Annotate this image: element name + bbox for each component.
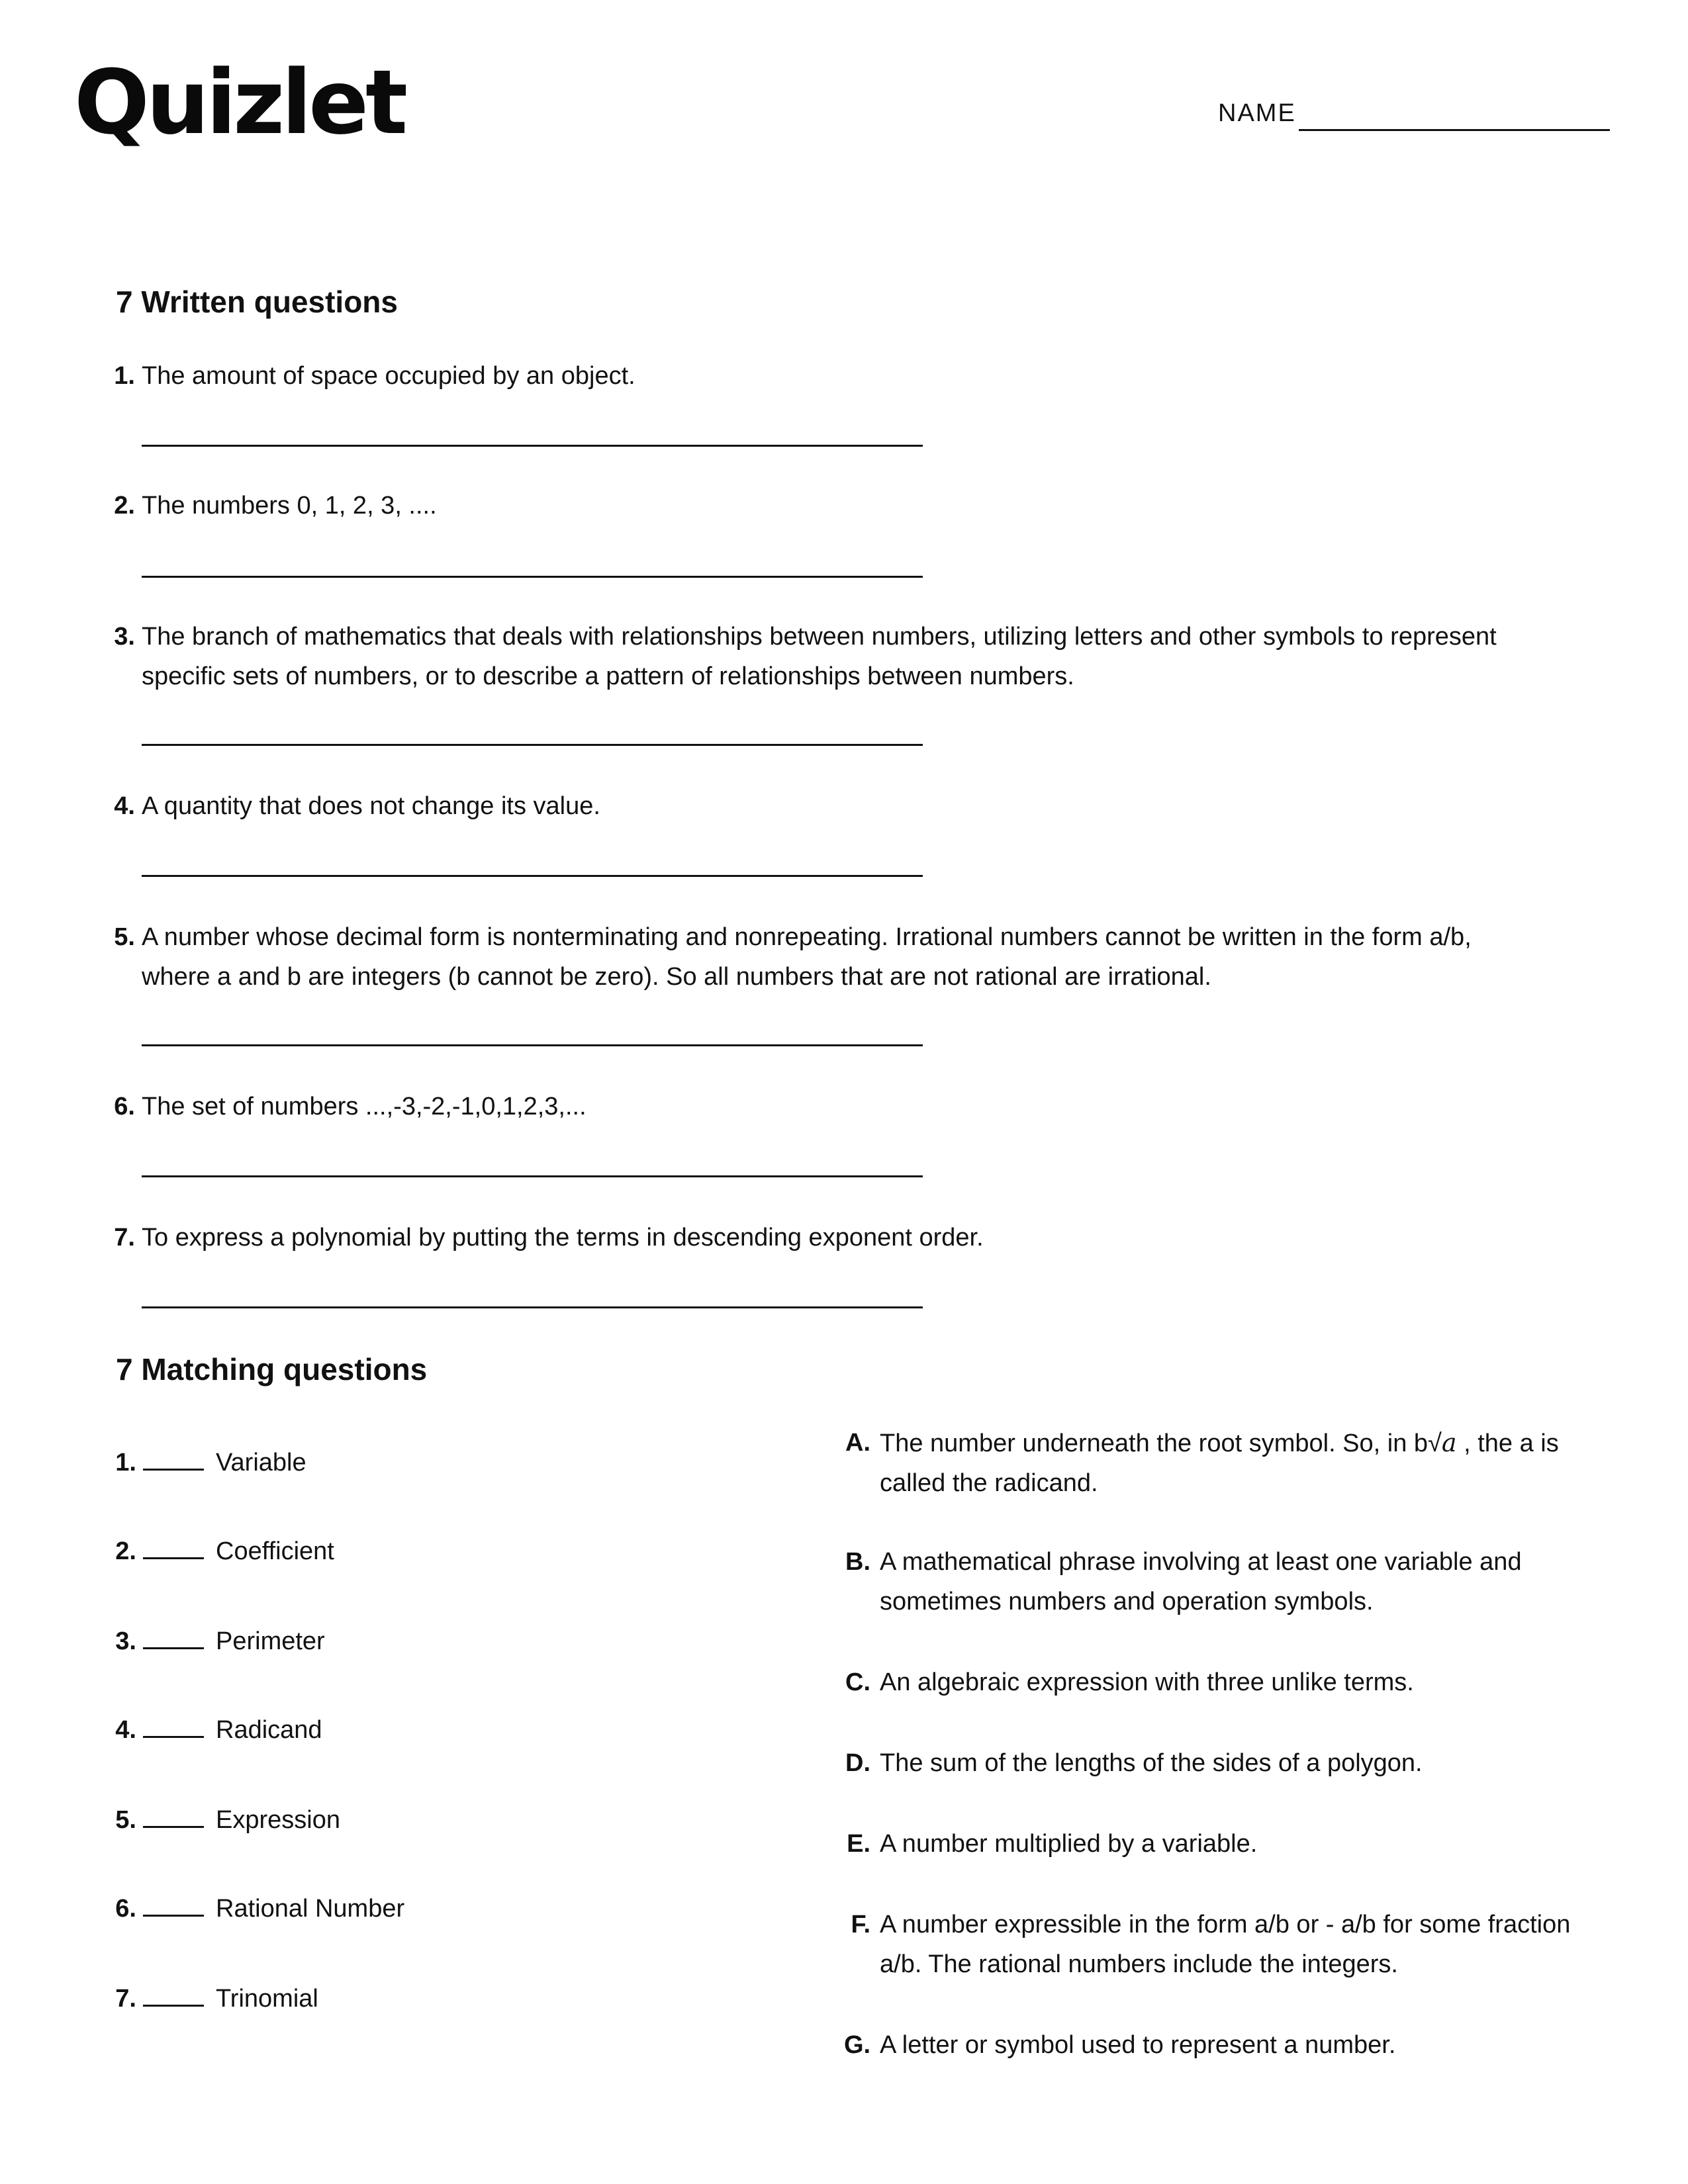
definition-letter: B.: [845, 1548, 870, 1576]
quizlet-logo: Quizlet: [74, 51, 405, 154]
question-text: The numbers 0, 1, 2, 3, ....: [142, 492, 437, 520]
matching-term-row: [114, 1621, 325, 1661]
answer-line[interactable]: [142, 445, 923, 447]
answer-line[interactable]: [142, 1044, 923, 1046]
matching-term-row: [114, 1979, 318, 2019]
definition-text: A letter or symbol used to represent a number.: [880, 2031, 1396, 2059]
term-number: 2.: [115, 1537, 136, 1565]
question-number: 1.: [114, 362, 135, 390]
term-number: 5.: [115, 1806, 136, 1834]
definition-letter: D.: [845, 1749, 870, 1777]
question-text: The branch of mathematics that deals with relationships between numbers, utilizing letters and other symbols to represent specific sets of numbers, or to describe a pattern of relationships between numbers.: [142, 623, 1497, 690]
matching-term-row: [114, 1710, 322, 1750]
question-text: To express a polynomial by putting the terms in descending exponent order.: [142, 1224, 984, 1251]
match-blank[interactable]: [143, 1891, 204, 1917]
definition-text: The sum of the lengths of the sides of a polygon.: [880, 1749, 1423, 1777]
definition-text: An algebraic expression with three unlike terms.: [880, 1668, 1414, 1696]
answer-line[interactable]: [142, 744, 923, 746]
matching-section-title: 7 Matching questions: [116, 1352, 428, 1387]
term-number: 7.: [115, 1985, 136, 2013]
question-number: 3.: [114, 623, 135, 651]
answer-line[interactable]: [142, 1306, 923, 1308]
matching-term-row: [114, 1889, 404, 1929]
question-text: A quantity that does not change its value.: [142, 792, 600, 820]
definition-letter: E.: [847, 1830, 870, 1858]
answer-line[interactable]: [142, 1175, 923, 1177]
definition-letter: G.: [844, 2031, 871, 2059]
definition-text: A number expressible in the form a/b or - a/b for some fraction a/b. The rational numbers include the integers.: [880, 1911, 1571, 1978]
question-number: 2.: [114, 492, 135, 520]
matching-term-row: [114, 1800, 340, 1840]
matching-term-row: [114, 1443, 306, 1482]
match-blank[interactable]: [143, 1981, 204, 2007]
answer-line[interactable]: [142, 875, 923, 877]
question-number: 7.: [114, 1224, 135, 1251]
name-answer-line[interactable]: [1299, 129, 1610, 131]
term-label: Coefficient: [216, 1537, 334, 1565]
question-text: The amount of space occupied by an object.: [142, 362, 635, 390]
definition-text: [880, 1423, 1595, 1503]
name-label: NAME: [1218, 99, 1296, 127]
match-blank[interactable]: [143, 1802, 204, 1828]
question-number: 6.: [114, 1093, 135, 1120]
match-blank[interactable]: [143, 1533, 204, 1559]
definition-text-before: The number underneath the root symbol. So, in b√: [880, 1430, 1442, 1457]
term-label: Expression: [216, 1806, 340, 1834]
term-label: Variable: [216, 1449, 306, 1477]
match-blank[interactable]: [143, 1712, 204, 1738]
term-label: Trinomial: [216, 1985, 318, 2013]
definition-text: A number multiplied by a variable.: [880, 1830, 1258, 1858]
match-blank[interactable]: [143, 1623, 204, 1649]
term-label: Radicand: [216, 1716, 322, 1744]
match-blank[interactable]: [143, 1445, 204, 1471]
definition-text: A mathematical phrase involving at least one variable and sometimes numbers and operation symbols.: [880, 1548, 1522, 1615]
name-field: [1218, 101, 1610, 126]
term-number: 3.: [115, 1627, 136, 1655]
definition-letter: F.: [851, 1911, 870, 1938]
radicand-variable: a: [1441, 1428, 1457, 1457]
definition-text-after: , the a is called the radicand.: [880, 1430, 1559, 1497]
question-text: The set of numbers ...,-3,-2,-1,0,1,2,3,...: [142, 1093, 586, 1120]
written-section-title: 7 Written questions: [116, 285, 398, 319]
question-text: A number whose decimal form is nonterminating and nonrepeating. Irrational numbers cannot be written in the form a/b, where a and b are integers (b cannot be zero). So all numbers that are not rational are irrational.: [142, 923, 1472, 991]
answer-line[interactable]: [142, 576, 923, 578]
definition-letter: A.: [845, 1429, 870, 1457]
question-number: 4.: [114, 792, 135, 820]
term-label: Perimeter: [216, 1627, 325, 1655]
matching-term-row: [114, 1531, 334, 1571]
term-label: Rational Number: [216, 1895, 405, 1923]
definition-letter: C.: [845, 1668, 870, 1696]
term-number: 6.: [115, 1895, 136, 1923]
term-number: 1.: [115, 1449, 136, 1477]
term-number: 4.: [115, 1716, 136, 1744]
question-number: 5.: [114, 923, 135, 951]
